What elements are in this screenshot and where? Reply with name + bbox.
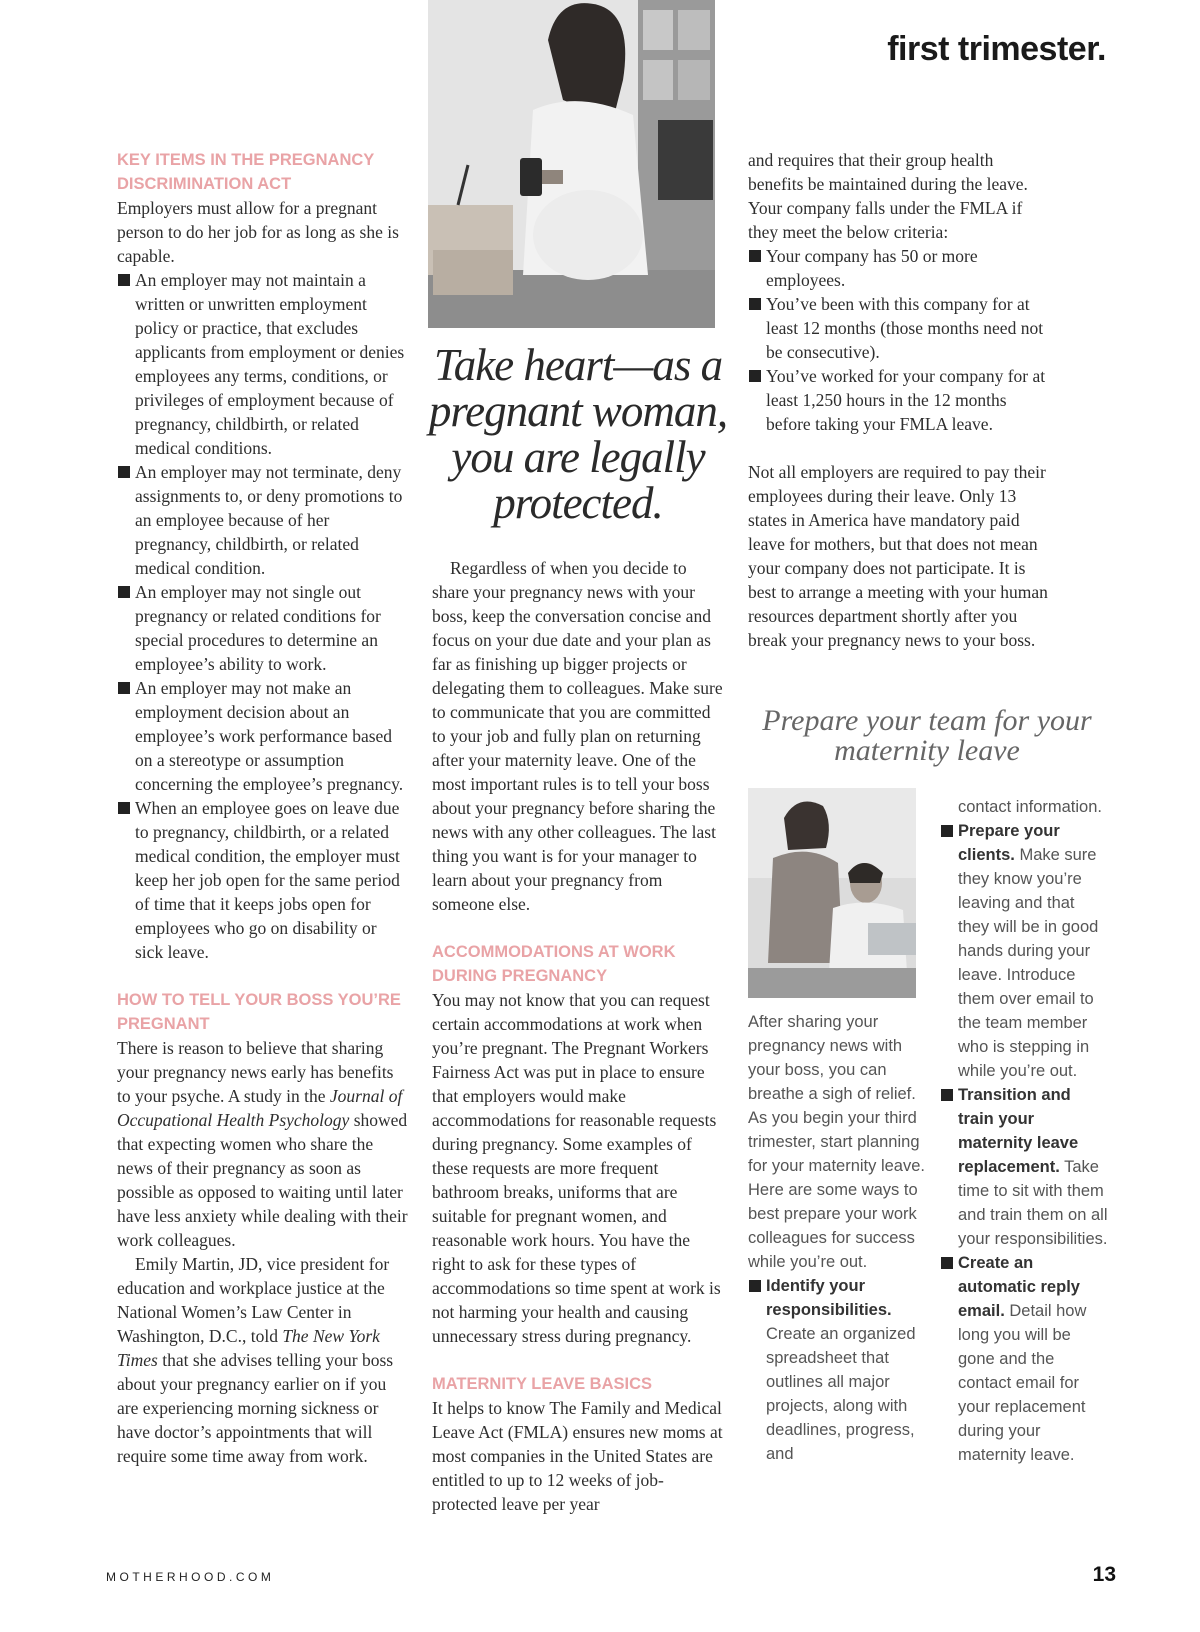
paragraph: Regardless of when you decide to share your pregnancy news with your boss, keep the conversation concise and focus on your due date and your plan as far as finishing up bigger projects or delegating them to colleagues. Make sure to communicate that you are committed to your job and fully plan on returning after your maternity leave. One of the most important rules is to tell your boss about your pregnancy before sharing the news with any other colleagues. The last thing you want is for your manager to learn about your pregnancy from someone else.: [432, 558, 723, 914]
tip-title: Identify your responsibilities.: [766, 1277, 892, 1319]
tip-continuation: contact information.: [958, 798, 1102, 816]
list-item: You’ve worked for your company for at least 1,250 hours in the 12 months before taking your FMLA leave.: [748, 364, 1048, 436]
list-item: Your company has 50 or more employees.: [748, 244, 1048, 292]
column-1: [117, 148, 409, 1468]
list-item: An employer may not make an employment decision about an employee’s work performance based on a stereotype or assumption concerning the employee’s pregnancy.: [117, 676, 409, 796]
section-title: first trimester.: [887, 30, 1106, 68]
list-item: An employer may not single out pregnancy or related conditions for special procedures to determine an employee’s ability to work.: [117, 580, 409, 676]
list-item: Prepare your clients. Make sure they know you’re leaving and that they will be in good hands during your leave. Introduce them over email to the team member who is stepping in while you’re out.: [940, 819, 1110, 1083]
heading-accommodations: ACCOMMODATIONS AT WORK DURING PREGNANCY: [432, 943, 676, 985]
heading-maternity-leave-basics: MATERNITY LEAVE BASICS: [432, 1375, 653, 1393]
paragraph: Not all employers are required to pay their employees during their leave. Only 13 states in America have mandatory paid leave for mothers, but that does not mean your company does not participate. It is best to arrange a meeting with your human resources department shortly after you break your pregnancy news to your boss.: [748, 462, 1048, 650]
paragraph: Emily Martin, JD, vice president for education and workplace justice at the National Women’s Law Center in Washington, D.C., told The New York Times that she advises telling your boss about your pregnancy earlier on if you are experiencing morning sickness or have doctor’s appointments that will require some time away from work.: [117, 1254, 394, 1466]
newspaper-title: The New York Times: [117, 1326, 380, 1370]
coworkers-photo: [748, 788, 916, 998]
sidebar-subheading: Prepare your team for your maternity leave: [762, 704, 1092, 767]
tips-list-left: [748, 1274, 928, 1466]
page-number: 13: [1092, 1563, 1116, 1586]
paragraph: There is reason to believe that sharing your pregnancy news early has benefits to your psyche. A study in the Journal of Occupational Health Psychology showed that expecting women who share the news of their pregnancy as soon as possible as opposed to waiting until later have less anxiety while dealing with their work colleagues.: [117, 1038, 408, 1250]
paragraph: Employers must allow for a pregnant person to do her job for as long as she is capable.: [117, 198, 399, 266]
journal-title: Journal of Occupational Health Psychology: [117, 1086, 403, 1130]
sidebar-column-left: [748, 1010, 928, 1466]
site-name: MOTHERHOOD.COM: [106, 1570, 275, 1584]
column-3: [748, 148, 1048, 652]
pregnant-woman-photo: [428, 0, 715, 328]
list-item: An employer may not maintain a written or unwritten employment policy or practice, that excludes applicants from employment or denies employees any terms, conditions, or privileges of employment because of pregnancy, childbirth, or related medical conditions.: [117, 268, 409, 460]
discrimination-bullet-list: [117, 268, 409, 964]
list-item: An employer may not terminate, deny assignments to, or deny promotions to an employee because of her pregnancy, childbirth, or related medical condition.: [117, 460, 409, 580]
paragraph: It helps to know The Family and Medical Leave Act (FMLA) ensures new moms at most companies in the United States are entitled to up to 12 weeks of job-protected leave per year: [432, 1398, 723, 1514]
tip-title: Create an automatic reply email.: [958, 1254, 1080, 1320]
fmla-criteria-list: [748, 244, 1048, 436]
list-item: Create an automatic reply email. Detail how long you will be gone and the contact email for your replacement during your maternity leave.: [940, 1251, 1110, 1467]
tip-title: Transition and train your maternity leave replacement.: [958, 1086, 1079, 1176]
paragraph: and requires that their group health benefits be maintained during the leave. Your company falls under the FMLA if they meet the below criteria:: [748, 150, 1028, 242]
heading-pregnancy-discrimination-act: KEY ITEMS IN THE PREGNANCY DISCRIMINATION ACT: [117, 151, 375, 193]
list-item: Transition and train your maternity leave replacement. Take time to sit with them and train them on all your responsibilities.: [940, 1083, 1110, 1251]
pregnant-woman-illustration: [428, 0, 715, 328]
pull-quote: Take heart—as a pregnant woman, you are legally protected.: [428, 340, 728, 528]
sidebar-column-right: [940, 795, 1110, 1467]
tip-title: Prepare your clients.: [958, 822, 1060, 864]
paragraph: You may not know that you can request certain accommodations at work when you’re pregnant. The Pregnant Workers Fairness Act was put in place to ensure that employers would make accommodations for reasonable requests during pregnancy. Some examples of these requests are more frequent bathroom breaks, uniforms that are suitable for pregnant women, and reasonable work hours. You have the right to ask for these types of accommodations so time spent at work is not harming your health and causing unnecessary stress during pregnancy.: [432, 990, 721, 1346]
coworkers-illustration: [748, 788, 916, 998]
column-2: [432, 556, 727, 1516]
sidebar-intro: After sharing your pregnancy news with your boss, you can breathe a sigh of relief. As you begin your third trimester, start planning for your maternity leave. Here are some ways to best prepare your work colleagues for success while you’re out.: [748, 1013, 925, 1271]
heading-how-to-tell-boss: HOW TO TELL YOUR BOSS YOU’RE PREGNANT: [117, 991, 401, 1033]
list-item: When an employee goes on leave due to pregnancy, childbirth, or a related medical condition, the employer must keep her job open for the same period of time that it keeps jobs open for employees who go on disability or sick leave.: [117, 796, 409, 964]
list-item: Identify your responsibilities. Create an organized spreadsheet that outlines all major projects, along with deadlines, progress, and: [748, 1274, 928, 1466]
tips-list-right: [940, 819, 1110, 1467]
list-item: You’ve been with this company for at least 12 months (those months need not be consecutive).: [748, 292, 1048, 364]
